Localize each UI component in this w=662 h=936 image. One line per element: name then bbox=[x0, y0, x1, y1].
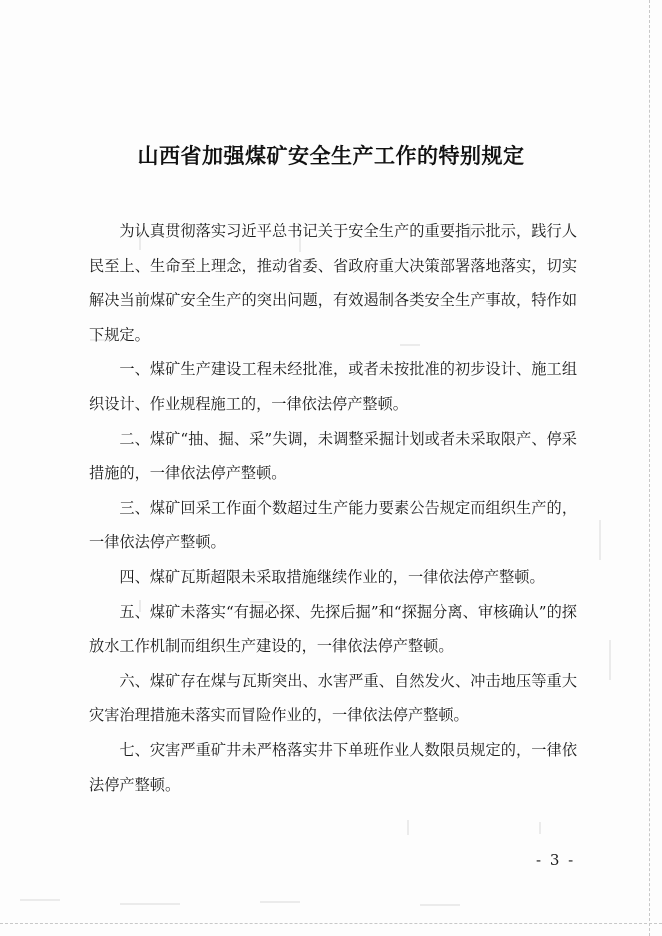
document-title: 山西省加强煤矿安全生产工作的特别规定 bbox=[137, 143, 525, 168]
paragraph-rule-1: 一、煤矿生产建设工程未经批准，或者未按批准的初步设计、施工组织设计、作业规程施工的，一律依法停产整顿。 bbox=[89, 360, 577, 413]
paragraph-rule-6: 六、煤矿存在煤与瓦斯突出、水害严重、自然发火、冲击地压等重大灾害治理措施未落实而冒险作业的，一律依法停产整顿。 bbox=[89, 671, 577, 725]
paragraph-intro: 为认真贯彻落实习近平总书记关于安全生产的重要指示批示，践行人民至上、生命至上理念，推动省委、省政府重大决策部署落地落实，切实解决当前煤矿安全生产的突出问题，有效遏制各类安全生产事故，特作如下规定。 bbox=[89, 222, 577, 344]
document-body bbox=[89, 214, 577, 802]
scan-edge-bottom bbox=[0, 922, 662, 924]
paragraph-rule-5: 五、煤矿未落实“有掘必探、先探后掘”和“探掘分离、审核确认”的探放水工作机制而组织生产建设的，一律依法停产整顿。 bbox=[89, 602, 577, 656]
paragraph-rule-7: 七、灾害严重矿井未严格落实井下单班作业人数限员规定的，一律依法停产整顿。 bbox=[89, 740, 577, 794]
paragraph-rule-2: 二、煤矿“抽、掘、采”失调，未调整采掘计划或者未采取限产、停采措施的，一律依法停产整顿。 bbox=[89, 429, 577, 483]
paragraph-rule-3: 三、煤矿回采工作面个数超过生产能力要素公告规定而组织生产的，一律依法停产整顿。 bbox=[89, 498, 577, 552]
paragraph-rule-4: 四、煤矿瓦斯超限未采取措施继续作业的，一律依法停产整顿。 bbox=[119, 567, 545, 586]
page-number: - 3 - bbox=[536, 851, 576, 869]
